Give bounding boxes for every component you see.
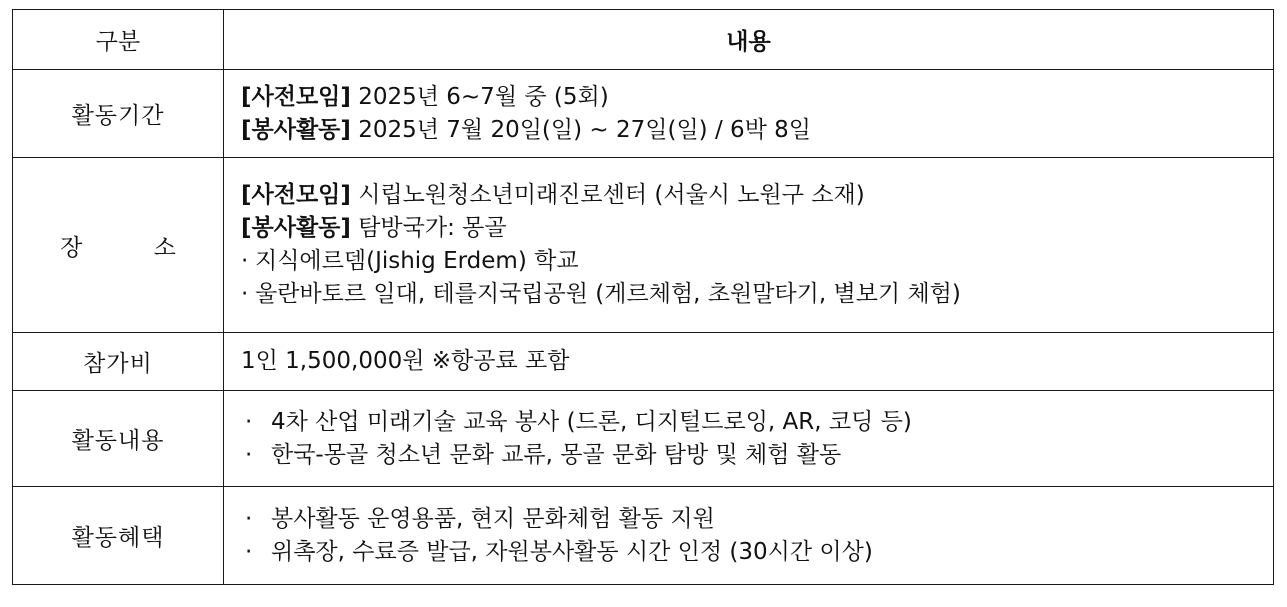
row-label-fee: 참가비 bbox=[13, 333, 224, 391]
activities-item-1 bbox=[241, 406, 1273, 439]
table-row-period bbox=[13, 70, 1274, 158]
fee-text: 1인 1,500,000원 ※항공료 포함 bbox=[241, 348, 570, 374]
activities-item-2-bullet: · bbox=[245, 441, 253, 468]
row-label-benefits: 활동혜택 bbox=[13, 487, 224, 585]
row-label-place-text: 장 소 bbox=[60, 234, 208, 261]
header-category: 구분 bbox=[13, 10, 224, 70]
activities-item-1-text: 4차 산업 미래기술 교육 봉사 (드론, 디지털드로잉, AR, 코딩 등) bbox=[271, 408, 912, 435]
place-line-2-text: 탐방국가: 몽골 bbox=[350, 215, 507, 241]
place-subitem-1 bbox=[241, 245, 1273, 278]
period-line-1 bbox=[241, 81, 1273, 114]
period-line-2-tag: [봉사활동] bbox=[241, 116, 351, 143]
benefits-item-1-bullet: · bbox=[245, 505, 253, 532]
header-content: 내용 bbox=[224, 10, 1274, 70]
benefits-item-2-text: 위촉장, 수료증 발급, 자원봉사활동 시간 인정 (30시간 이상) bbox=[271, 538, 873, 565]
benefits-item-1-text: 봉사활동 운영용품, 현지 문화체험 활동 지원 bbox=[271, 505, 715, 532]
row-content-period bbox=[224, 70, 1274, 158]
place-subitem-2-bullet: · bbox=[241, 281, 249, 307]
period-line-1-tag: [사전모임] bbox=[241, 83, 351, 110]
table-row-activities bbox=[13, 391, 1274, 487]
period-line-1-text: 2025년 6~7월 중 (5회) bbox=[350, 83, 609, 110]
place-subitem-2 bbox=[241, 278, 1273, 311]
place-subitem-1-text: 지식에르뎀(Jishig Erdem) 학교 bbox=[255, 248, 579, 274]
row-content-place bbox=[224, 158, 1274, 333]
row-label-period: 활동기간 bbox=[13, 70, 224, 158]
row-content-fee bbox=[224, 333, 1274, 391]
place-line-2 bbox=[241, 212, 1273, 245]
place-line-1-text: 시립노원청소년미래진로센터 (서울시 노원구 소재) bbox=[350, 182, 865, 208]
program-info-table bbox=[12, 9, 1274, 585]
place-subitem-1-bullet: · bbox=[241, 248, 249, 274]
table-row-fee bbox=[13, 333, 1274, 391]
benefits-item-1 bbox=[241, 503, 1273, 536]
activities-item-2-text: 한국-몽골 청소년 문화 교류, 몽골 문화 탐방 및 체험 활동 bbox=[271, 441, 842, 468]
table-row-place bbox=[13, 158, 1274, 333]
table-header-row bbox=[13, 10, 1274, 70]
period-line-2-text: 2025년 7월 20일(일) ~ 27일(일) / 6박 8일 bbox=[350, 116, 812, 143]
place-subitem-2-text: 울란바토르 일대, 테를지국립공원 (게르체험, 초원말타기, 별보기 체험) bbox=[255, 281, 961, 307]
benefits-item-2-bullet: · bbox=[245, 538, 253, 565]
place-line-2-tag: [봉사활동] bbox=[241, 215, 351, 241]
row-content-benefits bbox=[224, 487, 1274, 585]
place-line-1 bbox=[241, 179, 1273, 212]
place-line-1-tag: [사전모임] bbox=[241, 182, 351, 208]
activities-item-2 bbox=[241, 439, 1273, 472]
row-label-place bbox=[13, 158, 224, 333]
benefits-item-2 bbox=[241, 536, 1273, 569]
period-line-2 bbox=[241, 114, 1273, 147]
row-label-activities: 활동내용 bbox=[13, 391, 224, 487]
table-row-benefits bbox=[13, 487, 1274, 585]
row-content-activities bbox=[224, 391, 1274, 487]
activities-item-1-bullet: · bbox=[245, 408, 253, 435]
